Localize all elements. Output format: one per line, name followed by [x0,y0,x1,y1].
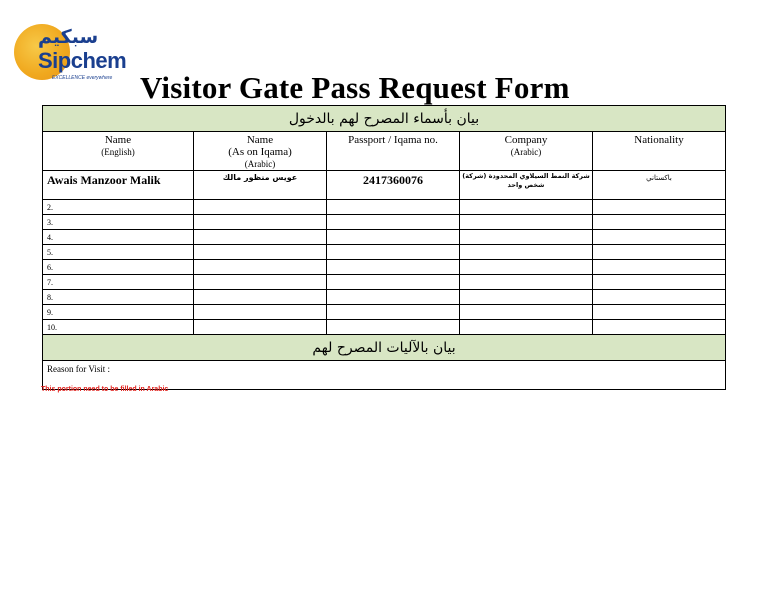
cell[interactable] [327,305,460,320]
table-row [43,260,726,275]
cell[interactable] [327,260,460,275]
cell[interactable] [593,200,726,215]
section-visitors-heading-text: بيان بأسماء المصرح لهم بالدخول [288,110,480,127]
row-number: 9. [43,305,194,320]
col-sub-label: (English) [101,147,135,157]
visitor-passport[interactable]: 2417360076 [327,171,460,200]
cell[interactable] [194,200,327,215]
reason-for-visit-label: Reason for Visit : [47,364,111,374]
cell[interactable] [327,230,460,245]
cell[interactable] [194,290,327,305]
arabic-fill-note: This portion need to be filled in Arabic [41,386,169,393]
visitor-name-arabic[interactable]: عويس منظور مالك [194,171,327,200]
table-row [43,305,726,320]
col-sub-label: (Arabic) [244,159,276,169]
col-label: Company [504,134,548,146]
col-name-english [43,132,194,171]
table-row [43,275,726,290]
logo-tagline: EXCELLENCE everywhere [52,75,113,81]
cell[interactable] [194,245,327,260]
cell[interactable] [327,320,460,335]
col-passport [327,132,460,171]
cell[interactable] [460,230,593,245]
col-label: Name [246,134,274,146]
cell[interactable] [327,215,460,230]
cell[interactable] [460,215,593,230]
cell[interactable] [194,275,327,290]
cell[interactable] [194,320,327,335]
col-label: Passport / Iqama no. [348,134,438,146]
visitor-company[interactable]: شركة النمط السيلاوي المحدودة (شركة) شخص واحد [460,171,593,200]
cell[interactable] [460,320,593,335]
row-number: 3. [43,215,194,230]
col-label: Name [104,134,132,146]
cell[interactable] [593,215,726,230]
cell[interactable] [194,305,327,320]
visitor-nationality[interactable]: باكستاني [593,171,726,200]
col-nationality [593,132,726,171]
logo-arabic-text: سبكيم [38,26,99,48]
cell[interactable] [593,260,726,275]
table-row [43,230,726,245]
cell[interactable] [194,215,327,230]
cell[interactable] [460,305,593,320]
row-number: 2. [43,200,194,215]
cell[interactable] [460,245,593,260]
column-header-row [43,132,726,171]
cell[interactable] [593,230,726,245]
table-row [43,290,726,305]
row-number: 7. [43,275,194,290]
cell[interactable] [593,305,726,320]
cell[interactable] [327,200,460,215]
cell[interactable] [194,230,327,245]
col-label: Nationality [634,134,684,146]
table-row [43,320,726,335]
row-number: 10. [43,320,194,335]
gate-pass-table [42,105,726,390]
row-number: 6. [43,260,194,275]
cell[interactable] [327,275,460,290]
cell[interactable] [593,245,726,260]
section-visitors-heading [43,106,726,132]
col-sub-label: (Arabic) [510,147,542,157]
cell[interactable] [460,290,593,305]
visitor-row [43,171,726,200]
col-sub-label: (As on Iqama) [228,146,292,158]
logo-latin-text: Sipchem [38,48,127,73]
table-row [43,200,726,215]
sipchem-logo [8,22,148,94]
cell[interactable] [327,245,460,260]
cell[interactable] [460,275,593,290]
cell[interactable] [460,200,593,215]
col-name-arabic [194,132,327,171]
row-number: 5. [43,245,194,260]
cell[interactable] [593,275,726,290]
cell[interactable] [593,290,726,305]
visitor-name-english[interactable]: Awais Manzoor Malik [43,171,194,200]
table-row [43,215,726,230]
cell[interactable] [593,320,726,335]
row-number: 4. [43,230,194,245]
cell[interactable] [194,260,327,275]
section-vehicles-heading-text: بيان بالآليات المصرح لهم [312,339,456,356]
col-company [460,132,593,171]
page-title: Visitor Gate Pass Request Form [140,70,570,105]
table-row [43,245,726,260]
row-number: 8. [43,290,194,305]
cell[interactable] [460,260,593,275]
cell[interactable] [327,290,460,305]
section-vehicles-heading [43,335,726,361]
